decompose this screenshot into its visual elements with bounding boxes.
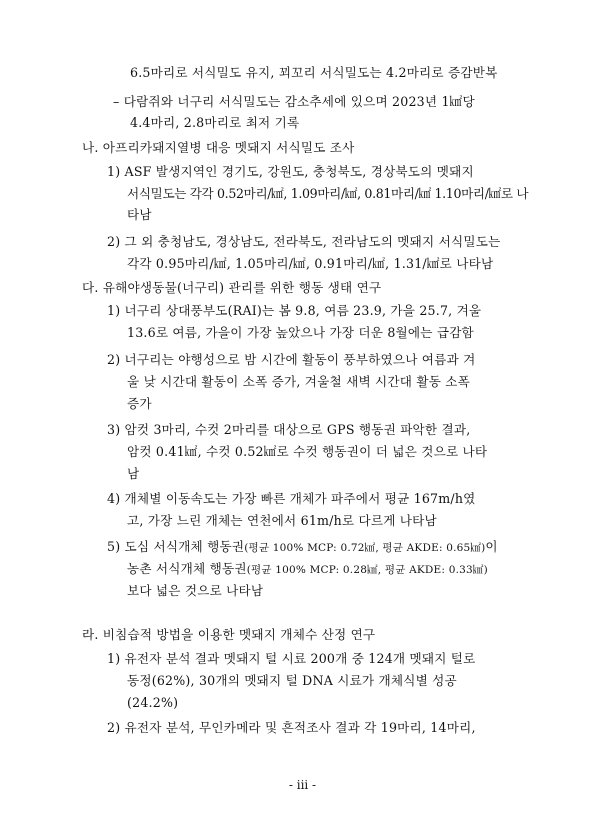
text-line: 타남 bbox=[127, 207, 152, 222]
text-line: 보다 넓은 것으로 나타남 bbox=[127, 583, 264, 598]
text-line: 13.6로 여름, 가을이 가장 높았으나 가장 더운 8월에는 급감함 bbox=[127, 325, 474, 340]
text-segment: 농촌 서식개체 행동권 bbox=[127, 561, 247, 576]
text-line: (24.2%) bbox=[127, 695, 179, 710]
text-line: 6.5마리로 서식밀도 유지, 꾀꼬리 서식밀도는 4.2마리로 증감반복 bbox=[130, 65, 498, 80]
text-line: 서식밀도는 각각 0.52마리/㎢, 1.09마리/㎢, 0.81마리/㎢ 1.10마리/㎢로 나 bbox=[127, 186, 529, 201]
section-heading: 나. 아프리카돼지열병 대응 멧돼지 서식밀도 조사 bbox=[82, 140, 355, 155]
text-line: 4) 개체별 이동속도는 가장 빠른 개체가 파주에서 평균 167m/h였 bbox=[107, 491, 476, 506]
text-line: – 다람쥐와 너구리 서식밀도는 감소추세에 있으며 2023년 1㎢당 bbox=[113, 94, 475, 109]
text-line: 고, 가장 느린 개체는 연천에서 61m/h로 다르게 나타남 bbox=[127, 513, 437, 528]
text-line: 4.4마리, 2.8마리로 최저 기록 bbox=[130, 115, 300, 130]
text-line: 1) ASF 발생지역인 경기도, 강원도, 충청북도, 경상북도의 멧돼지 bbox=[107, 164, 474, 179]
text-line bbox=[127, 560, 488, 579]
section-heading: 다. 유해야생동물(너구리) 관리를 위한 행동 생태 연구 bbox=[82, 280, 382, 295]
small-text-segment: (평균 100% MCP: 0.28㎢, 평균 AKDE: 0.33㎢) bbox=[246, 564, 488, 576]
text-line: 1) 너구리 상대풍부도(RAI)는 봄 9.8, 여름 23.9, 가을 25.7, 겨울 bbox=[107, 303, 482, 318]
text-line: 1) 유전자 분석 결과 멧돼지 털 시료 200개 중 124개 멧돼지 털로 bbox=[107, 651, 476, 666]
text-line: 3) 암컷 3마리, 수컷 2마리를 대상으로 GPS 행동권 파악한 결과, bbox=[107, 422, 471, 437]
text-line: 2) 유전자 분석, 무인카메라 및 흔적조사 결과 각 19마리, 14마리, bbox=[107, 720, 476, 735]
small-text-segment: (평균 100% MCP: 0.72㎢, 평균 AKDE: 0.65㎢) bbox=[244, 542, 486, 554]
text-line: 암컷 0.41㎢, 수컷 0.52㎢로 수컷 행동권이 더 넓은 것으로 나타 bbox=[127, 444, 488, 459]
text-line: 2) 그 외 충청남도, 경상남도, 전라북도, 전라남도의 멧돼지 서식밀도는 bbox=[107, 234, 501, 249]
section-heading: 라. 비침습적 방법을 이용한 멧돼지 개체수 산정 연구 bbox=[82, 627, 376, 642]
text-line: 증가 bbox=[127, 396, 152, 411]
text-line: 남 bbox=[127, 466, 140, 481]
text-line: 각각 0.95마리/㎢, 1.05마리/㎢, 0.91마리/㎢, 1.31/㎢로 나타남 bbox=[127, 256, 494, 271]
text-segment: 5) 도심 서식개체 행동권 bbox=[107, 539, 245, 554]
text-line: 동정(62%), 30개의 멧돼지 털 DNA 시료가 개체식별 성공 bbox=[127, 673, 457, 688]
text-line: 울 낮 시간대 활동이 소폭 증가, 겨울철 새벽 시간대 활동 소폭 bbox=[127, 374, 471, 389]
text-segment: 이 bbox=[485, 539, 498, 554]
page-number: - iii - bbox=[288, 778, 317, 792]
text-line bbox=[107, 538, 498, 557]
text-line: 2) 너구리는 야행성으로 밤 시간에 활동이 풍부하였으나 여름과 겨 bbox=[107, 352, 476, 367]
